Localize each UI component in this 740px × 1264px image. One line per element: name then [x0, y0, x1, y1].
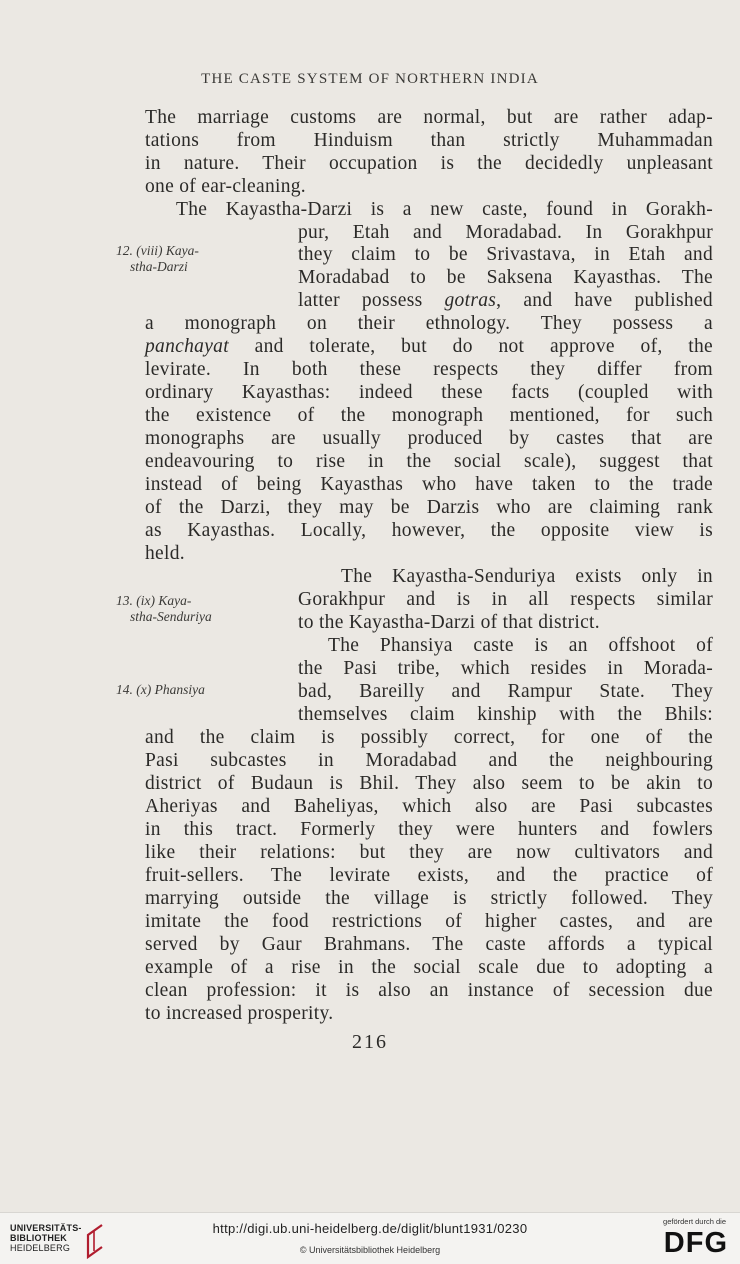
text-line: one of ear-cleaning. — [145, 176, 306, 197]
copyright-note: © Universitätsbibliothek Heidelberg — [299, 1245, 441, 1255]
side-note-number: 14. — [116, 682, 133, 697]
dfg-logo — [663, 1217, 728, 1258]
text-line: themselves claim kinship with the Bhils: — [298, 704, 713, 725]
side-note-label: (x) Phansiya — [136, 682, 205, 697]
text-line — [145, 336, 713, 358]
text-line: clean profession: it is also an instance of secession due — [145, 980, 713, 1001]
side-note-cont: stha-Darzi — [130, 259, 188, 274]
text-line: imitate the food restrictions of higher castes, and are — [145, 911, 713, 932]
text-line: instead of being Kayasthas who have taken to the trade — [145, 474, 713, 495]
text-fragment: latter possess — [298, 290, 423, 311]
text-line: Pasi subcastes in Moradabad and the neighbouring — [145, 750, 713, 771]
text-line: tations from Hinduism than strictly Muhammadan — [145, 130, 713, 151]
text-line: bad, Bareilly and Rampur State. They — [298, 681, 713, 702]
text-line: monographs are usually produced by castes that are — [145, 428, 713, 449]
text-line: in nature. Their occupation is the decidedly unpleasant — [145, 153, 713, 174]
library-line: UNIVERSITÄTS- — [10, 1223, 82, 1233]
text-line: a monograph on their ethnology. They possess a — [145, 313, 713, 334]
library-line: HEIDELBERG — [10, 1243, 71, 1253]
text-line: and the claim is possibly correct, for one of the — [145, 727, 713, 748]
italic-term: gotras — [444, 290, 497, 311]
text-line: example of a rise in the social scale due to adopting a — [145, 957, 713, 978]
text-line: Aheriyas and Baheliyas, which also are Pasi subcastes — [145, 796, 713, 817]
text-line: endeavouring to rise in the social scale), suggest that — [145, 451, 713, 472]
text-line: in this tract. Formerly they were hunters and fowlers — [145, 819, 713, 840]
text-line: as Kayasthas. Locally, however, the opposite view is — [145, 520, 713, 541]
side-note-label: (viii) Kaya- — [136, 243, 199, 258]
text-line: The Kayastha-Darzi is a new caste, found in Gorakh- — [176, 199, 713, 220]
side-note-13 — [116, 593, 296, 625]
text-line: like their relations: but they are now cultivators and — [145, 842, 713, 863]
text-line: The Kayastha-Senduriya exists only in — [341, 566, 713, 587]
text-line: the Pasi tribe, which resides in Morada- — [298, 658, 713, 679]
side-note-12 — [116, 243, 296, 275]
funded-by-label: gefördert durch die — [663, 1217, 726, 1226]
text-line: The Phansiya caste is an offshoot of — [328, 635, 713, 656]
text-fragment: , and have published — [496, 290, 713, 311]
text-line: served by Gaur Brahmans. The caste affords a typical — [145, 934, 713, 955]
italic-term: panchayat — [145, 336, 229, 357]
viewer-footer — [0, 1212, 740, 1264]
text-line: Gorakhpur and is in all respects similar — [298, 589, 713, 610]
text-line — [298, 290, 713, 312]
text-line: held. — [145, 543, 185, 564]
text-line: of the Darzi, they may be Darzis who are claiming rank — [145, 497, 713, 518]
text-fragment: and tolerate, but do not approve of, the — [228, 336, 713, 357]
page-number: 216 — [352, 1031, 388, 1053]
text-line: to increased prosperity. — [145, 1003, 334, 1024]
running-head: THE CASTE SYSTEM OF NORTHERN INDIA — [201, 71, 539, 87]
text-line: the existence of the monograph mentioned, for such — [145, 405, 713, 426]
text-line: levirate. In both these respects they differ from — [145, 359, 713, 380]
permalink-url[interactable]: http://digi.ub.uni-heidelberg.de/diglit/blunt1931/0230 — [212, 1221, 528, 1236]
text-line: Moradabad to be Saksena Kayasthas. The — [298, 267, 713, 288]
text-line: marrying outside the village is strictly followed. They — [145, 888, 713, 909]
side-note-14 — [116, 682, 296, 698]
text-line: fruit-sellers. The levirate exists, and the practice of — [145, 865, 713, 886]
text-line: district of Budaun is Bhil. They also seem to be akin to — [145, 773, 713, 794]
dfg-wordmark: DFG — [663, 1227, 728, 1259]
library-line: BIBLIOTHEK — [10, 1233, 67, 1243]
text-line: pur, Etah and Moradabad. In Gorakhpur — [298, 222, 713, 243]
side-note-number: 12. — [116, 243, 133, 258]
text-line: The marriage customs are normal, but are rather adap- — [145, 107, 713, 128]
side-note-cont: stha-Senduriya — [130, 609, 212, 624]
text-line: ordinary Kayasthas: indeed these facts (coupled with — [145, 382, 713, 403]
text-line: they claim to be Srivastava, in Etah and — [298, 244, 713, 265]
side-note-number: 13. — [116, 593, 133, 608]
text-line: to the Kayastha-Darzi of that district. — [298, 612, 600, 633]
side-note-label: (ix) Kaya- — [136, 593, 192, 608]
